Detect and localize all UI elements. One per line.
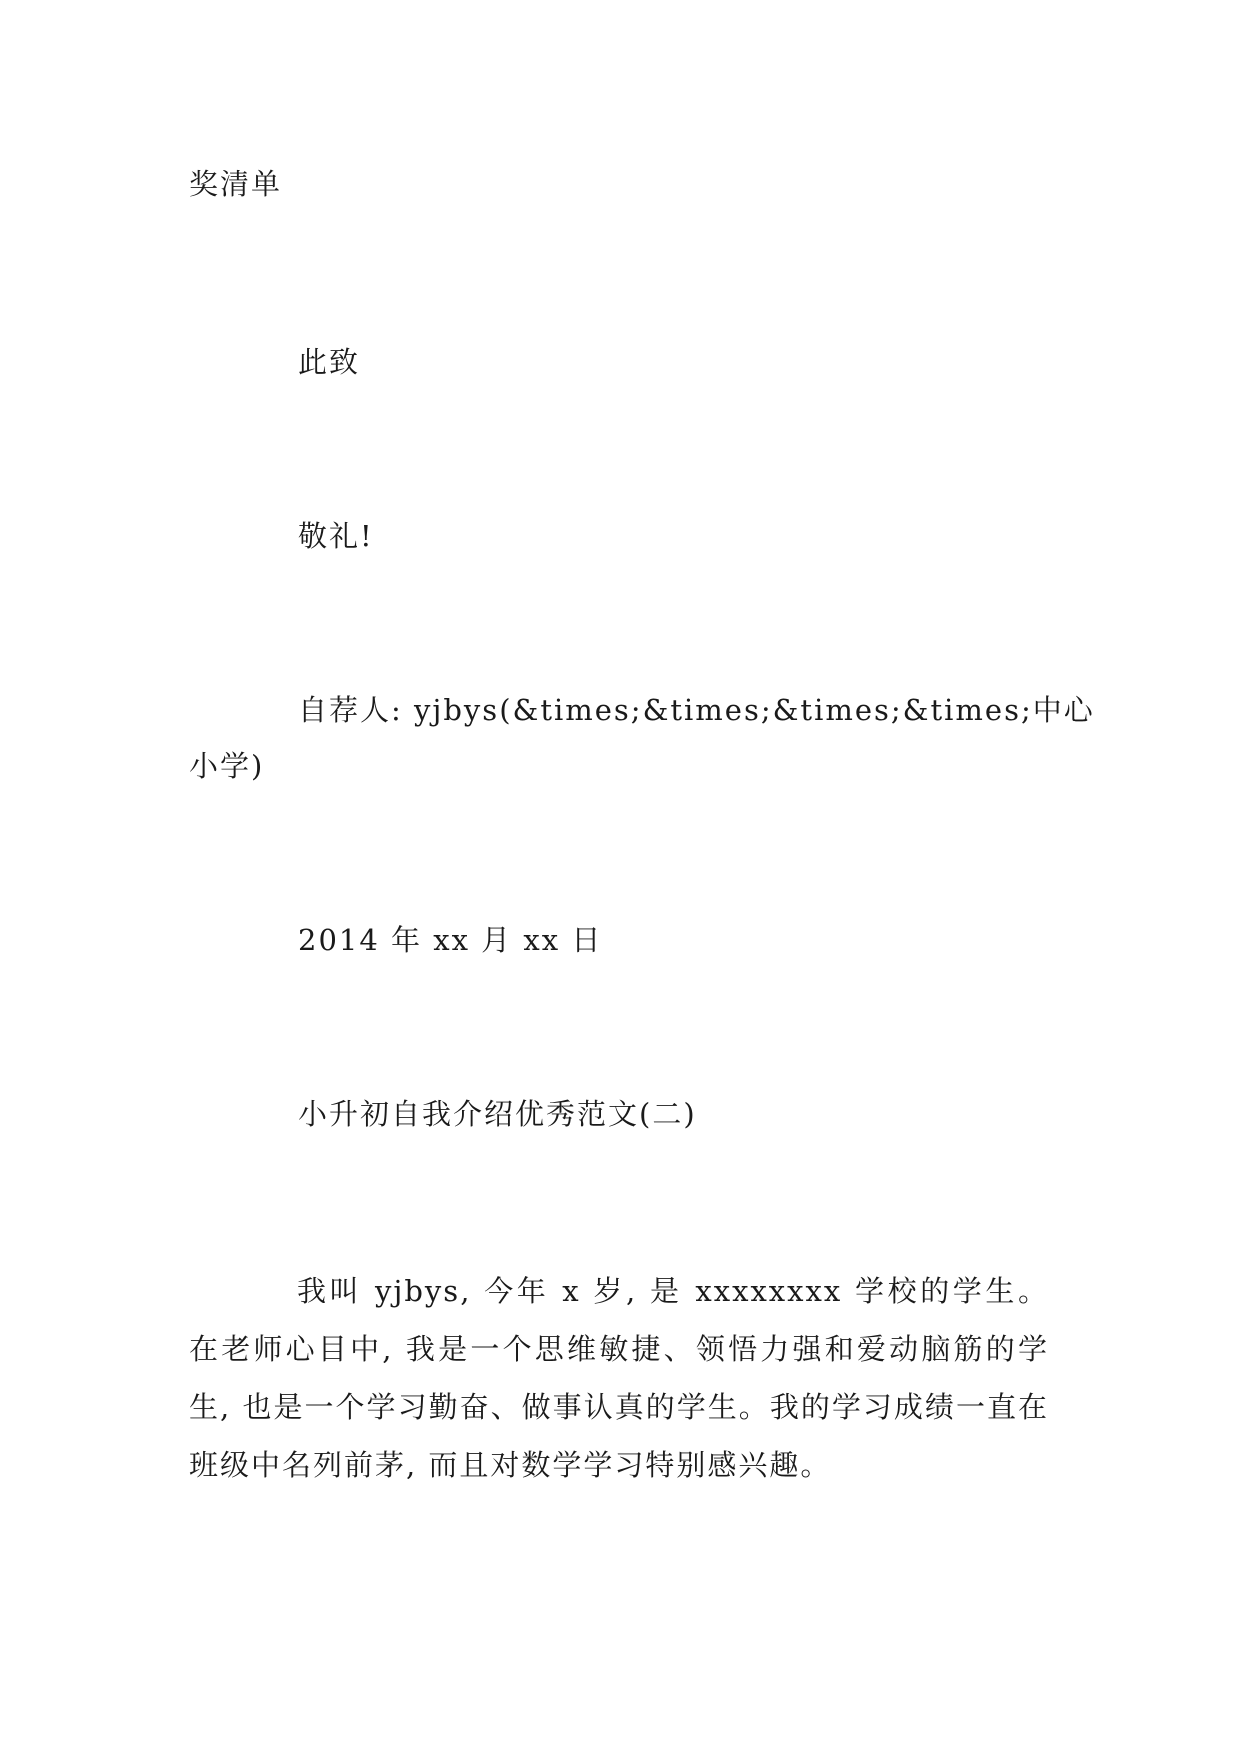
signature-line: 自荐人: yjbys(&times;&times;&times;&times;中心 bbox=[298, 693, 1095, 727]
letter-date: 2014 年 xx 月 xx 日 bbox=[298, 923, 603, 957]
section-title: 小升初自我介绍优秀范文(二) bbox=[298, 1097, 697, 1131]
continuation-text: 奖清单 bbox=[189, 167, 283, 201]
closing-respect: 敬礼! bbox=[298, 519, 374, 553]
closing-salutation: 此致 bbox=[298, 345, 361, 379]
body-paragraph: 我叫 yjbys, 今年 x 岁, 是 xxxxxxxx 学校的学生。在老师心目中, 我是一个思维敏捷、领悟力强和爱动脑筋的学生, 也是一个学习勤奋、做事认真的学生。我的学习成绩一直在班级中名列前茅, 而且对数学学习特别感兴趣。 bbox=[189, 1274, 1049, 1482]
signature-line-continued: 小学) bbox=[189, 749, 265, 783]
